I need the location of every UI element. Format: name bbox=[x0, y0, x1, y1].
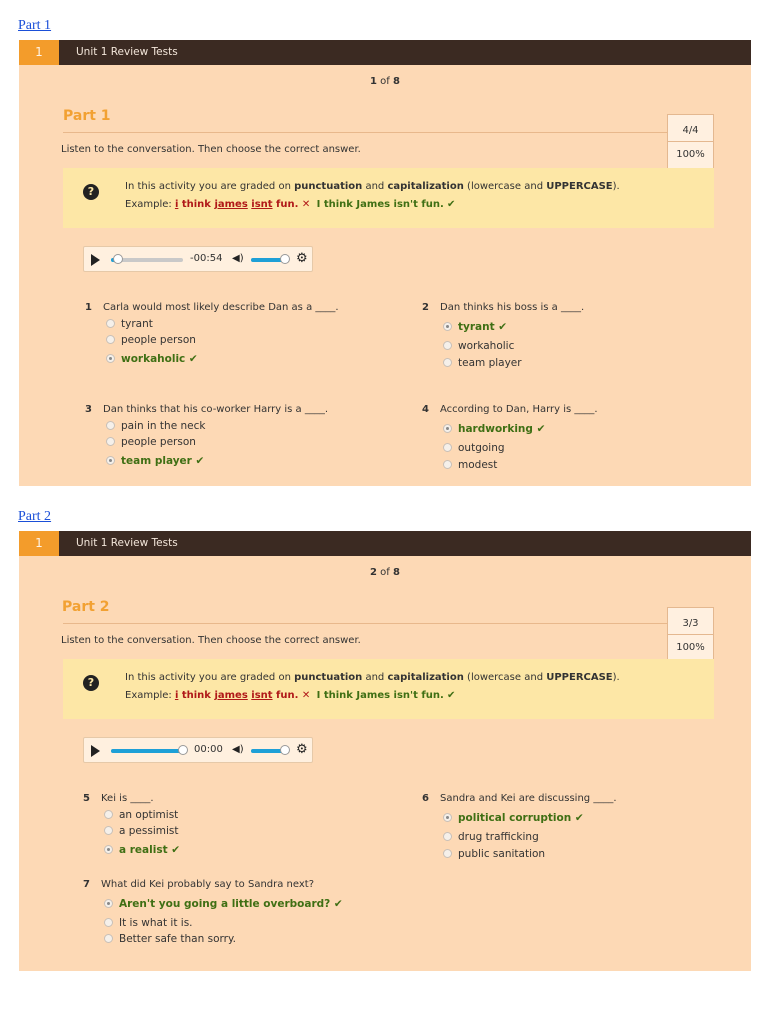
audio-time: 00:00 bbox=[194, 744, 223, 755]
question-number: 1 bbox=[85, 302, 92, 313]
wrong-example: i think james isnt fun. ✕ bbox=[174, 690, 311, 701]
answer-option-selected[interactable]: team player ✔ bbox=[106, 455, 204, 467]
radio-button[interactable] bbox=[106, 421, 115, 430]
part-2-panel bbox=[19, 531, 751, 971]
radio-button[interactable] bbox=[104, 918, 113, 927]
gear-icon[interactable]: ⚙ bbox=[296, 742, 308, 757]
wrong-example: i think james isnt fun. ✕ bbox=[174, 199, 311, 210]
note-text: (lowercase and bbox=[463, 181, 547, 192]
answer-option[interactable]: outgoing bbox=[443, 442, 505, 454]
note-text: and bbox=[362, 181, 388, 192]
question-number: 5 bbox=[83, 793, 90, 804]
note-text: In this activity you are graded on bbox=[125, 181, 295, 192]
audio-progress-bar[interactable] bbox=[111, 258, 183, 262]
question-number: 3 bbox=[85, 404, 92, 415]
question-4 bbox=[422, 404, 722, 474]
radio-button[interactable] bbox=[443, 341, 452, 350]
question-number: 2 bbox=[422, 302, 429, 313]
question-1 bbox=[85, 302, 385, 372]
question-5 bbox=[83, 793, 383, 863]
volume-icon[interactable]: ◀) bbox=[232, 744, 244, 755]
score-divider bbox=[668, 634, 713, 635]
answer-option[interactable]: a pessimist bbox=[104, 825, 179, 837]
note-text: and bbox=[362, 672, 388, 683]
part-2-link[interactable]: Part 2 bbox=[18, 509, 52, 524]
volume-handle[interactable] bbox=[280, 254, 290, 264]
note-example bbox=[125, 690, 455, 701]
note-example bbox=[125, 199, 455, 210]
question-text: Kei is ____. bbox=[101, 793, 154, 804]
note-text: (lowercase and bbox=[463, 672, 547, 683]
volume-slider[interactable] bbox=[251, 258, 289, 262]
radio-button[interactable] bbox=[443, 460, 452, 469]
radio-button[interactable] bbox=[106, 319, 115, 328]
question-circle-icon: ? bbox=[83, 675, 99, 691]
radio-button[interactable] bbox=[106, 437, 115, 446]
volume-icon[interactable]: ◀) bbox=[232, 253, 244, 264]
unit-title: Unit 1 Review Tests bbox=[76, 46, 178, 58]
radio-button[interactable] bbox=[443, 358, 452, 367]
audio-progress-handle[interactable] bbox=[178, 745, 188, 755]
question-number: 7 bbox=[83, 879, 90, 890]
part-1-link[interactable]: Part 1 bbox=[18, 18, 52, 33]
question-text: According to Dan, Harry is ____. bbox=[440, 404, 598, 415]
radio-button[interactable] bbox=[443, 424, 452, 433]
note-text: ). bbox=[612, 181, 620, 192]
score-divider bbox=[668, 141, 713, 142]
answer-option[interactable]: drug trafficking bbox=[443, 831, 539, 843]
volume-handle[interactable] bbox=[280, 745, 290, 755]
score-box bbox=[667, 607, 714, 662]
page-current: 2 bbox=[370, 567, 377, 578]
answer-option-selected[interactable]: workaholic ✔ bbox=[106, 353, 198, 365]
part-title: Part 2 bbox=[62, 599, 110, 615]
grading-note bbox=[63, 168, 714, 228]
score-box bbox=[667, 114, 714, 169]
audio-progress-handle[interactable] bbox=[113, 254, 123, 264]
unit-header-bar bbox=[19, 531, 751, 556]
answer-option[interactable]: people person bbox=[106, 334, 196, 346]
example-label: Example: bbox=[125, 690, 175, 701]
answer-option-selected[interactable]: political corruption ✔ bbox=[443, 812, 584, 824]
answer-option-selected[interactable]: a realist ✔ bbox=[104, 844, 180, 856]
question-number: 6 bbox=[422, 793, 429, 804]
answer-option[interactable]: workaholic bbox=[443, 340, 514, 352]
note-line-1 bbox=[125, 672, 620, 683]
note-line-1 bbox=[125, 181, 620, 192]
question-text: Dan thinks his boss is a ____. bbox=[440, 302, 585, 313]
question-number: 4 bbox=[422, 404, 429, 415]
example-label: Example: bbox=[125, 199, 175, 210]
answer-option-selected[interactable]: Aren't you going a little overboard? ✔ bbox=[104, 898, 343, 910]
note-text: In this activity you are graded on bbox=[125, 672, 295, 683]
correct-example: I think James isn't fun. bbox=[316, 199, 444, 210]
radio-button[interactable] bbox=[104, 845, 113, 854]
radio-button[interactable] bbox=[106, 456, 115, 465]
note-bold-capitalization: capitalization bbox=[387, 672, 464, 683]
audio-progress-bar[interactable] bbox=[111, 749, 183, 753]
question-7 bbox=[83, 879, 403, 951]
unit-title: Unit 1 Review Tests bbox=[76, 537, 178, 549]
answer-option[interactable]: modest bbox=[443, 459, 497, 471]
radio-button[interactable] bbox=[104, 826, 113, 835]
audio-progress-fill bbox=[111, 749, 183, 753]
page-of: of bbox=[380, 567, 390, 578]
score-fraction: 4/4 bbox=[682, 125, 699, 136]
note-bold-punctuation: punctuation bbox=[294, 672, 363, 683]
grading-note bbox=[63, 659, 714, 719]
note-bold-uppercase: UPPERCASE bbox=[546, 672, 613, 683]
unit-header-bar bbox=[19, 40, 751, 65]
divider bbox=[63, 132, 667, 133]
check-icon: ✔ bbox=[446, 690, 456, 701]
note-bold-punctuation: punctuation bbox=[294, 181, 363, 192]
play-icon[interactable] bbox=[91, 745, 100, 757]
correct-example: I think James isn't fun. bbox=[316, 690, 444, 701]
radio-button[interactable] bbox=[104, 810, 113, 819]
wrong-mark-icon: ✕ bbox=[301, 690, 311, 701]
question-text: Dan thinks that his co-worker Harry is a ____. bbox=[103, 404, 329, 415]
gear-icon[interactable]: ⚙ bbox=[296, 251, 308, 266]
question-3 bbox=[85, 404, 385, 474]
radio-button[interactable] bbox=[443, 443, 452, 452]
note-text: ). bbox=[612, 672, 620, 683]
question-2 bbox=[422, 302, 722, 372]
score-percent: 100% bbox=[676, 642, 705, 653]
unit-number-badge: 1 bbox=[19, 40, 59, 65]
question-text: What did Kei probably say to Sandra next? bbox=[101, 879, 315, 890]
answer-option[interactable]: team player bbox=[443, 357, 522, 369]
score-percent: 100% bbox=[676, 149, 705, 160]
radio-button[interactable] bbox=[104, 899, 113, 908]
radio-button[interactable] bbox=[443, 322, 452, 331]
question-6 bbox=[422, 793, 722, 863]
radio-button[interactable] bbox=[443, 813, 452, 822]
answer-option[interactable]: public sanitation bbox=[443, 848, 545, 860]
page-counter bbox=[19, 567, 751, 578]
note-bold-capitalization: capitalization bbox=[387, 181, 464, 192]
answer-option-selected[interactable]: tyrant ✔ bbox=[443, 321, 507, 333]
note-bold-uppercase: UPPERCASE bbox=[546, 181, 613, 192]
divider bbox=[63, 623, 667, 624]
part-title: Part 1 bbox=[63, 108, 111, 124]
answer-option-selected[interactable]: hardworking ✔ bbox=[443, 423, 545, 435]
radio-button[interactable] bbox=[106, 354, 115, 363]
instruction-text: Listen to the conversation. Then choose the correct answer. bbox=[61, 635, 361, 646]
audio-player bbox=[83, 246, 313, 272]
question-circle-icon: ? bbox=[83, 184, 99, 200]
page-current: 1 bbox=[370, 76, 377, 87]
play-icon[interactable] bbox=[91, 254, 100, 266]
page-total: 8 bbox=[393, 567, 400, 578]
radio-button[interactable] bbox=[443, 849, 452, 858]
audio-player bbox=[83, 737, 313, 763]
answer-option[interactable]: It is what it is. bbox=[104, 917, 193, 929]
page-counter bbox=[19, 76, 751, 87]
answer-option[interactable]: people person bbox=[106, 436, 196, 448]
question-text: Carla would most likely describe Dan as a ____. bbox=[103, 302, 339, 313]
page-total: 8 bbox=[393, 76, 400, 87]
answer-option[interactable]: an optimist bbox=[104, 809, 178, 821]
wrong-mark-icon: ✕ bbox=[301, 199, 311, 210]
question-text: Sandra and Kei are discussing ____. bbox=[440, 793, 617, 804]
radio-button[interactable] bbox=[443, 832, 452, 841]
page-of: of bbox=[380, 76, 390, 87]
part-1-panel bbox=[19, 40, 751, 486]
audio-time: -00:54 bbox=[190, 253, 223, 264]
unit-number-badge: 1 bbox=[19, 531, 59, 556]
answer-option[interactable]: Better safe than sorry. bbox=[104, 933, 236, 945]
instruction-text: Listen to the conversation. Then choose the correct answer. bbox=[61, 144, 361, 155]
score-fraction: 3/3 bbox=[682, 618, 699, 629]
radio-button[interactable] bbox=[104, 934, 113, 943]
answer-option[interactable]: pain in the neck bbox=[106, 420, 205, 432]
answer-option[interactable]: tyrant bbox=[106, 318, 153, 330]
volume-slider[interactable] bbox=[251, 749, 289, 753]
radio-button[interactable] bbox=[106, 335, 115, 344]
check-icon: ✔ bbox=[446, 199, 456, 210]
